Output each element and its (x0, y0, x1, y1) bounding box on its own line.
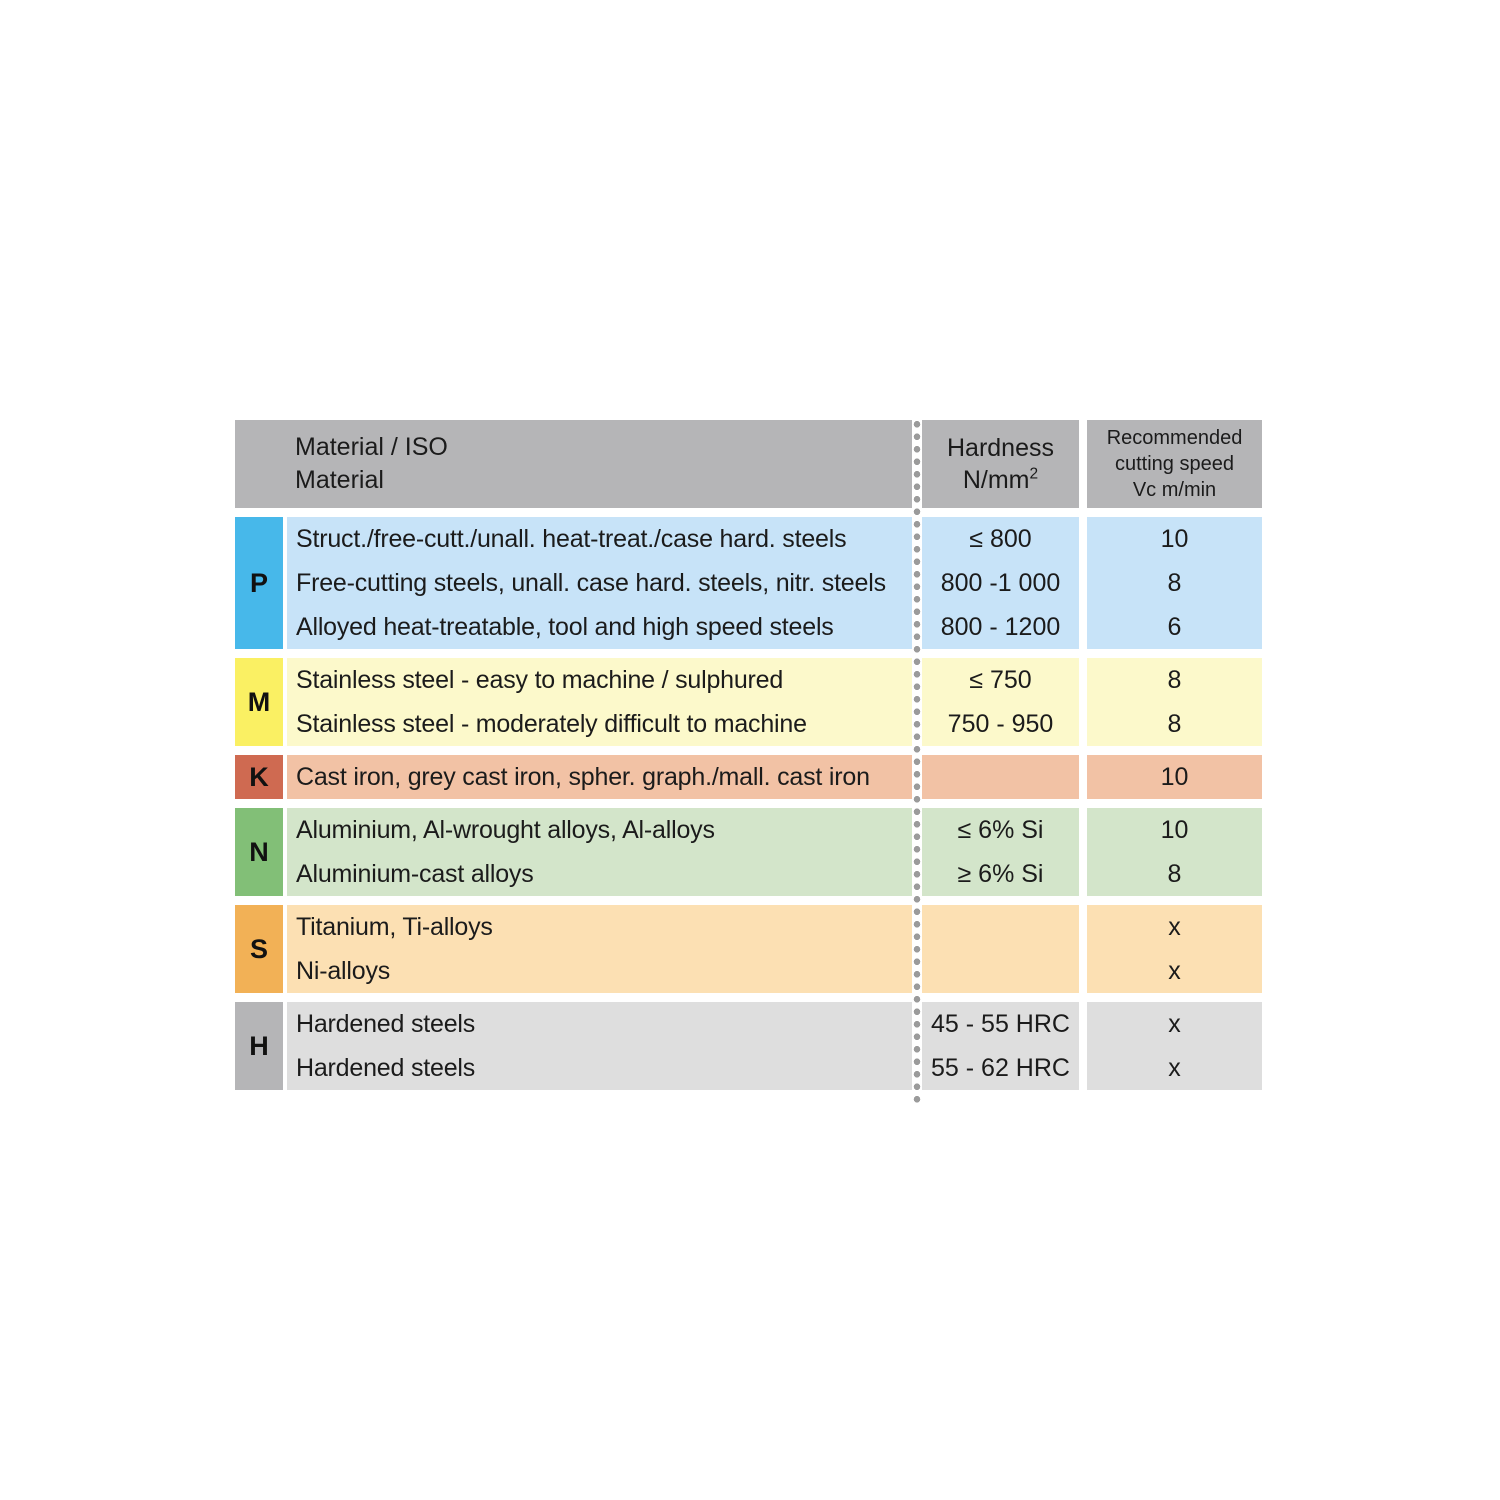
speed-value: x (1168, 1053, 1181, 1082)
material-row: Cast iron, grey cast iron, spher. graph./mall. cast iron (296, 762, 870, 791)
material-row: Struct./free-cutt./unall. heat-treat./case hard. steels (296, 524, 847, 553)
column-gap-dotted (912, 658, 922, 746)
iso-letter-m: M (235, 658, 283, 746)
hardness-cell-m (922, 658, 1079, 746)
material-row: Stainless steel - moderately difficult to machine (296, 709, 807, 738)
section-h (235, 1002, 1262, 1090)
hardness-value: ≥ 6% Si (957, 859, 1044, 888)
material-row: Aluminium-cast alloys (296, 859, 534, 888)
iso-letter-k: K (235, 755, 283, 799)
hardness-value (922, 949, 1079, 993)
speed-value: 8 (1167, 665, 1182, 694)
hardness-cell-n (922, 808, 1079, 896)
column-gap (1079, 755, 1087, 799)
material-row: Hardened steels (296, 1053, 476, 1082)
material-cell-h (287, 1002, 912, 1090)
hardness-value: 800 - 1200 (940, 612, 1061, 641)
speed-value: 10 (1160, 815, 1189, 844)
section-p (235, 517, 1262, 649)
speed-value: x (1168, 912, 1181, 941)
speed-cell-k (1087, 755, 1262, 799)
header-cell-material (235, 420, 912, 508)
column-gap-dotted (912, 420, 922, 508)
column-gap (1079, 905, 1087, 993)
speed-value: x (1168, 1009, 1181, 1038)
column-gap-dotted (912, 1002, 922, 1090)
column-gap-dotted (912, 905, 922, 993)
iso-letter-s: S (235, 905, 283, 993)
speed-cell-h (1087, 1002, 1262, 1090)
header-material-title: Material / ISO (295, 433, 448, 461)
speed-cell-s (1087, 905, 1262, 993)
column-gap (1079, 1002, 1087, 1090)
material-cell-p (287, 517, 912, 649)
hardness-value: ≤ 750 (969, 665, 1032, 694)
speed-value: 8 (1167, 709, 1182, 738)
material-row: Free-cutting steels, unall. case hard. steels, nitr. steels (296, 568, 886, 597)
hardness-cell-p (922, 517, 1079, 649)
material-row: Hardened steels (296, 1009, 476, 1038)
header-material-subtitle: Material (295, 466, 384, 494)
material-row: Stainless steel - easy to machine / sulphured (296, 665, 784, 694)
material-row: Ni-alloys (296, 956, 391, 985)
section-k (235, 755, 1262, 799)
header-speed-line3: Vc m/min (1132, 479, 1217, 501)
iso-letter-h: H (235, 1002, 283, 1090)
iso-letter-n: N (235, 808, 283, 896)
hardness-value: 45 - 55 HRC (931, 1009, 1070, 1038)
hardness-value: 750 - 950 (947, 709, 1054, 738)
column-gap (1079, 808, 1087, 896)
hardness-cell-k (922, 755, 1079, 799)
hardness-value (922, 755, 1079, 799)
hardness-value: 55 - 62 HRC (931, 1053, 1070, 1082)
section-n (235, 808, 1262, 896)
speed-value: 10 (1160, 762, 1189, 791)
material-row: Titanium, Ti-alloys (296, 912, 493, 941)
speed-value: 6 (1167, 612, 1182, 641)
speed-cell-p (1087, 517, 1262, 649)
header-speed-line1: Recommended (1106, 427, 1243, 449)
hardness-cell-s (922, 905, 1079, 993)
table-header-row (235, 420, 1262, 508)
material-cell-n (287, 808, 912, 896)
material-cell-m (287, 658, 912, 746)
speed-value: 8 (1167, 568, 1182, 597)
material-cell-s (287, 905, 912, 993)
speed-value: x (1168, 956, 1181, 985)
material-row: Alloyed heat-treatable, tool and high speed steels (296, 612, 834, 641)
header-cell-speed (1087, 420, 1262, 508)
column-gap (1079, 517, 1087, 649)
header-hardness-unit: $N/mm^2$ (962, 465, 1039, 494)
column-gap-dotted (912, 517, 922, 649)
material-iso-table (235, 420, 1262, 1099)
speed-value: 10 (1160, 524, 1189, 553)
material-row: Aluminium, Al-wrought alloys, Al-alloys (296, 815, 715, 844)
column-gap (1079, 658, 1087, 746)
material-cell-k (287, 755, 912, 799)
speed-cell-n (1087, 808, 1262, 896)
speed-value: 8 (1167, 859, 1182, 888)
section-s (235, 905, 1262, 993)
header-cell-hardness (922, 420, 1079, 508)
iso-letter-p: P (235, 517, 283, 649)
section-m (235, 658, 1262, 746)
column-gap-dotted (912, 808, 922, 896)
header-speed-line2: cutting speed (1115, 453, 1234, 475)
hardness-value: ≤ 800 (969, 524, 1032, 553)
column-gap (1079, 420, 1087, 508)
hardness-value: 800 -1 000 (940, 568, 1061, 597)
column-gap-dotted (912, 755, 922, 799)
hardness-value (922, 905, 1079, 949)
hardness-value: ≤ 6% Si (957, 815, 1044, 844)
speed-cell-m (1087, 658, 1262, 746)
hardness-cell-h (922, 1002, 1079, 1090)
header-hardness-title: Hardness (947, 434, 1054, 462)
